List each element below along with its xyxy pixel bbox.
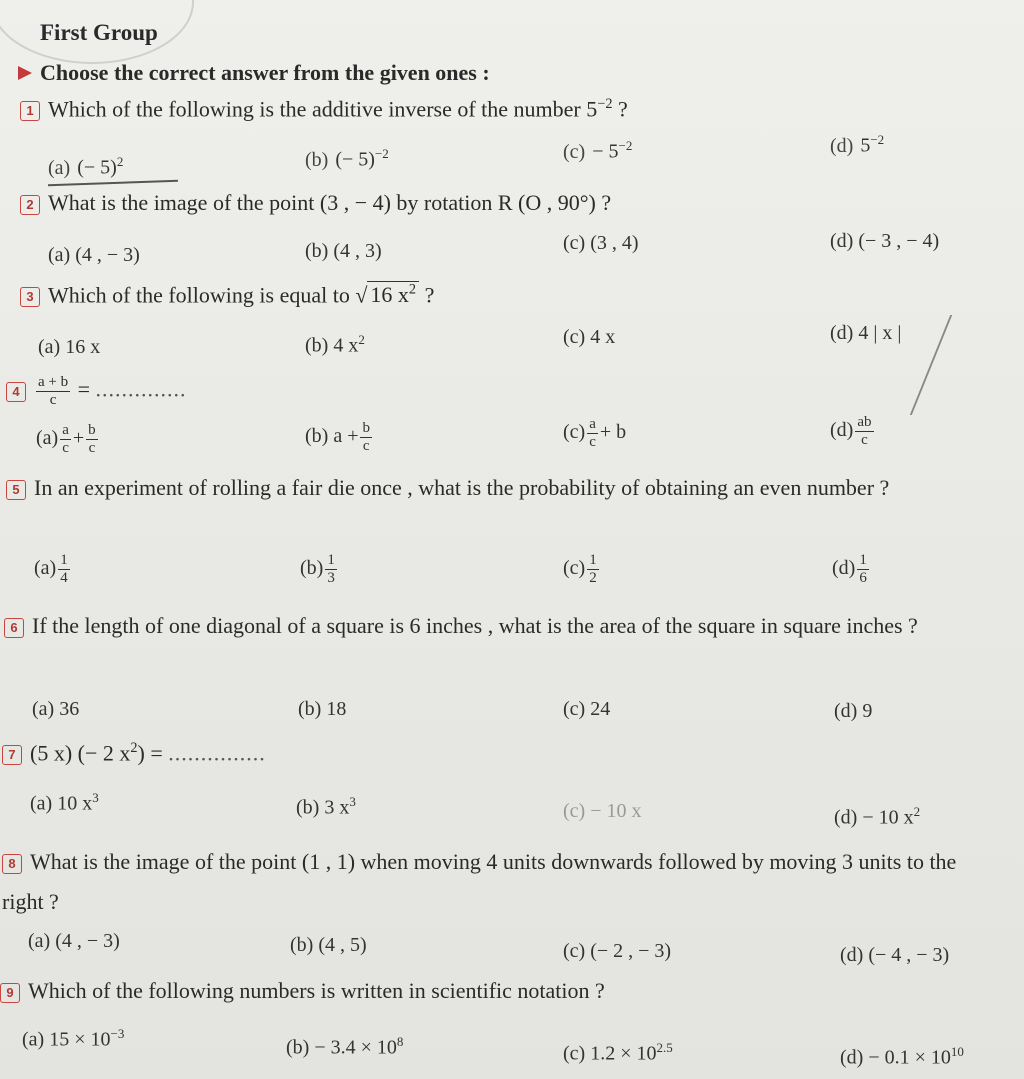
question-text: What is the image of the point (3 , − 4) by rotation R (O , 90°) ? <box>48 190 612 215</box>
option-5d[interactable] <box>832 552 871 587</box>
option-4a[interactable] <box>36 422 100 457</box>
radicand-exponent: 2 <box>408 282 417 298</box>
option-9d[interactable] <box>840 1044 964 1070</box>
option-value: (− 5) <box>77 156 117 179</box>
fraction-numerator: b <box>88 422 96 438</box>
option-value: (a) 15 × 10 <box>22 1028 111 1051</box>
option-value: (d) − 10 x <box>834 806 914 829</box>
option-exponent: 2.5 <box>656 1040 673 1055</box>
option-6c[interactable]: (c) 24 <box>563 698 611 720</box>
plus-sign: + <box>72 427 85 450</box>
option-5c[interactable] <box>563 552 601 587</box>
option-exponent: −2 <box>374 146 389 161</box>
fraction-numerator: 1 <box>327 552 335 568</box>
sqrt-radicand <box>367 281 419 307</box>
option-value: (a) 10 x <box>30 792 93 815</box>
option-exponent: 2 <box>116 154 124 169</box>
fraction <box>360 420 372 455</box>
fraction <box>60 422 71 457</box>
option-4d[interactable] <box>830 414 876 449</box>
fraction <box>855 414 873 449</box>
option-4c[interactable] <box>563 416 626 451</box>
option-5b[interactable] <box>300 552 339 587</box>
fraction-numerator: 1 <box>859 552 867 568</box>
fraction-denominator: 4 <box>60 570 68 586</box>
option-label: (a) <box>36 427 59 450</box>
question-3 <box>20 282 434 308</box>
fraction-denominator: c <box>861 432 868 448</box>
option-9a[interactable] <box>22 1026 124 1052</box>
question-number: 4 <box>6 382 26 402</box>
option-value: (c) 1.2 × 10 <box>563 1042 657 1065</box>
fraction <box>36 374 70 409</box>
option-1a[interactable] <box>48 154 123 180</box>
fraction <box>86 422 98 457</box>
option-7c[interactable]: (c) − 10 x <box>563 800 642 822</box>
page-title: First Group <box>40 20 158 45</box>
answer-blank: .............. <box>95 376 187 402</box>
option-value: (b) 4 x <box>305 334 359 357</box>
fraction-numerator: ab <box>857 414 872 430</box>
question-exponent: 2 <box>130 740 138 756</box>
option-8b[interactable]: (b) (4 , 5) <box>290 934 367 956</box>
question-number: 6 <box>4 618 24 638</box>
option-value: 5 <box>860 134 871 157</box>
option-2a[interactable]: (a) (4 , − 3) <box>48 244 140 266</box>
option-3b[interactable] <box>305 332 365 358</box>
question-text: In an experiment of rolling a fair die once , what is the probability of obtaining an even number ? <box>34 475 890 500</box>
fraction-denominator: c <box>589 434 596 450</box>
option-2c[interactable]: (c) (3 , 4) <box>563 232 639 254</box>
question-text: (5 x) (− 2 x <box>30 740 131 766</box>
fraction <box>325 552 337 587</box>
question-text-end: ) = <box>137 740 169 766</box>
instruction-text: Choose the correct answer from the given ones : <box>40 60 490 85</box>
fraction-denominator: 2 <box>589 570 597 586</box>
fraction <box>58 552 70 587</box>
fraction <box>587 416 598 451</box>
question-exponent: −2 <box>597 96 613 112</box>
question-number: 1 <box>20 101 40 121</box>
option-1c[interactable] <box>563 138 632 164</box>
question-8 <box>2 842 992 922</box>
fraction-denominator: c <box>49 392 57 408</box>
question-5 <box>6 468 996 508</box>
question-1 <box>20 96 628 122</box>
option-label: (a) <box>48 156 71 179</box>
option-2d[interactable]: (d) (− 3 , − 4) <box>830 230 940 252</box>
sqrt-symbol: √ <box>355 282 368 308</box>
fraction-denominator: c <box>62 440 69 456</box>
option-3c[interactable]: (c) 4 x <box>563 326 616 348</box>
option-6a[interactable]: (a) 36 <box>32 698 80 720</box>
option-label: (c) <box>563 421 586 444</box>
option-exponent: 8 <box>396 1034 404 1049</box>
option-2b[interactable]: (b) (4 , 3) <box>305 240 382 262</box>
option-3a[interactable]: (a) 16 x <box>38 336 101 358</box>
option-label: (b) <box>300 557 324 580</box>
option-value: (b) 3 x <box>296 796 350 819</box>
option-5a[interactable] <box>34 552 72 587</box>
fraction-denominator: c <box>362 438 370 454</box>
fraction-denominator: 6 <box>859 570 867 586</box>
question-number: 2 <box>20 195 40 215</box>
question-text: Which of the following numbers is written in scientific notation ? <box>28 978 605 1003</box>
option-8d[interactable]: (d) (− 4 , − 3) <box>840 944 950 966</box>
radicand-text: 16 x <box>370 282 409 308</box>
option-value: + b <box>599 421 627 444</box>
question-text-end: = <box>72 376 96 402</box>
question-text: What is the image of the point (1 , 1) when moving 4 units downwards followed by moving 3 units to the right ? <box>2 849 957 914</box>
option-7a[interactable] <box>30 790 99 816</box>
arrow-icon <box>18 66 32 80</box>
option-label: (b) <box>305 148 329 171</box>
option-1b[interactable] <box>305 146 389 172</box>
question-7 <box>2 740 266 766</box>
option-exponent: 3 <box>349 794 356 809</box>
question-text-end: ? <box>419 282 435 308</box>
option-label: (b) a + <box>305 425 359 448</box>
option-exponent: −2 <box>870 132 885 147</box>
question-2 <box>20 190 611 216</box>
option-9c[interactable] <box>563 1040 673 1066</box>
fraction-numerator: a <box>62 422 69 438</box>
fraction-numerator: b <box>362 420 370 436</box>
option-value: (− 5) <box>335 148 375 171</box>
option-6b[interactable]: (b) 18 <box>298 698 347 720</box>
option-6d[interactable]: (d) 9 <box>834 700 873 722</box>
option-label: (a) <box>34 557 57 580</box>
question-number: 5 <box>6 480 26 500</box>
option-exponent: 2 <box>358 332 365 347</box>
option-value: (b) − 3.4 × 10 <box>286 1036 397 1059</box>
option-exponent: 2 <box>913 804 921 819</box>
question-number: 9 <box>0 983 20 1003</box>
question-number: 3 <box>20 287 40 307</box>
question-number: 7 <box>2 745 22 765</box>
fraction-numerator: 1 <box>60 552 68 568</box>
option-8a[interactable]: (a) (4 , − 3) <box>28 930 120 952</box>
option-9b[interactable] <box>286 1034 403 1060</box>
question-4 <box>6 374 187 409</box>
question-text-end: ? <box>612 96 628 122</box>
instruction-line <box>18 60 490 86</box>
option-1d[interactable] <box>830 132 884 158</box>
option-label: (c) <box>563 140 586 163</box>
question-number: 8 <box>2 854 22 874</box>
question-text: Which of the following is equal to <box>48 282 356 308</box>
option-4b[interactable] <box>305 420 374 455</box>
fraction-numerator: a <box>589 416 596 432</box>
option-7b[interactable] <box>296 794 356 820</box>
question-text: Which of the following is the additive inverse of the number 5 <box>48 96 598 122</box>
answer-blank: ............... <box>168 740 266 766</box>
option-value: − 5 <box>592 140 619 163</box>
fraction-denominator: 3 <box>327 570 335 586</box>
option-exponent: −3 <box>110 1026 125 1041</box>
option-exponent: 10 <box>950 1044 964 1059</box>
option-exponent: −2 <box>618 138 633 153</box>
option-7d[interactable] <box>834 804 920 830</box>
option-label: (d) <box>832 557 856 580</box>
option-value: (d) − 0.1 × 10 <box>840 1046 951 1069</box>
option-label: (d) <box>830 419 854 442</box>
question-9 <box>0 978 605 1004</box>
option-3d[interactable]: (d) 4 | x | <box>830 322 902 344</box>
fraction <box>587 552 599 587</box>
option-label: (d) <box>830 134 854 157</box>
fraction <box>857 552 869 587</box>
pen-mark <box>910 315 982 415</box>
option-exponent: 3 <box>92 790 99 805</box>
option-8c[interactable]: (c) (− 2 , − 3) <box>563 940 672 962</box>
fraction-denominator: c <box>88 440 96 456</box>
question-6 <box>4 606 994 646</box>
pen-underline <box>48 180 178 187</box>
fraction-numerator: 1 <box>589 552 597 568</box>
fraction-numerator: a + b <box>38 374 69 390</box>
question-text: If the length of one diagonal of a square is 6 inches , what is the area of the square in square inches ? <box>32 613 918 638</box>
option-label: (c) <box>563 557 586 580</box>
